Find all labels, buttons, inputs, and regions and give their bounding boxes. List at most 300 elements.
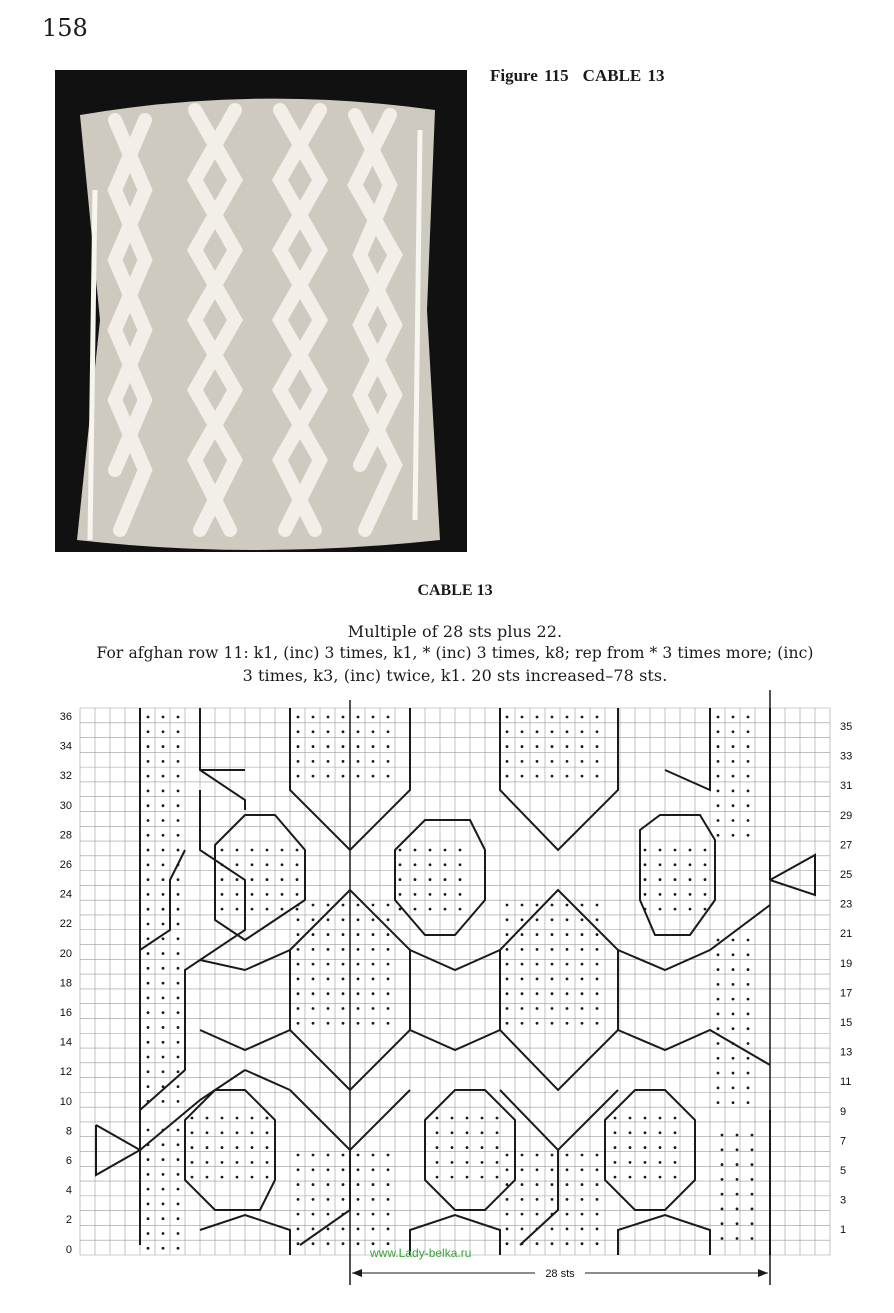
purl-dot [251, 1176, 254, 1179]
purl-dot [581, 918, 584, 921]
purl-dot [221, 893, 224, 896]
purl-dot [436, 1131, 439, 1134]
purl-dot [732, 775, 735, 778]
purl-dot [721, 1163, 724, 1166]
purl-dot [399, 893, 402, 896]
purl-dot [551, 1183, 554, 1186]
purl-dot [236, 1161, 239, 1164]
purl-dot [614, 1131, 617, 1134]
purl-dot [566, 1213, 569, 1216]
purl-dot [704, 863, 707, 866]
row-number-right: 7 [840, 1135, 847, 1148]
purl-dot [521, 904, 524, 907]
purl-dot [506, 933, 509, 936]
purl-dot [659, 1176, 662, 1179]
purl-dot [357, 1198, 360, 1201]
purl-dot [717, 983, 720, 986]
purl-dot [357, 1168, 360, 1171]
purl-dot [629, 1117, 632, 1120]
purl-dot [732, 983, 735, 986]
purl-dot [236, 863, 239, 866]
purl-dot [312, 918, 315, 921]
purl-dot [747, 716, 750, 719]
purl-dot [644, 1117, 647, 1120]
purl-dot [206, 1176, 209, 1179]
purl-dot [266, 1131, 269, 1134]
purl-dot [162, 1041, 165, 1044]
purl-dot [372, 978, 375, 981]
row-number-right: 29 [840, 809, 853, 822]
purl-dot [644, 863, 647, 866]
purl-dot [147, 1129, 150, 1132]
purl-dot [732, 745, 735, 748]
purl-dot [521, 1213, 524, 1216]
purl-dot [614, 1117, 617, 1120]
purl-dot [721, 1148, 724, 1151]
cable-stroke [770, 855, 815, 895]
purl-dot [387, 904, 390, 907]
purl-dot [721, 1134, 724, 1137]
purl-dot [536, 760, 539, 763]
purl-dot [147, 1203, 150, 1206]
purl-dot [357, 1007, 360, 1010]
purl-dot [387, 730, 390, 733]
purl-dot [717, 804, 720, 807]
purl-dot [551, 716, 554, 719]
purl-dot [747, 730, 750, 733]
purl-dot [147, 716, 150, 719]
purl-dot [521, 1183, 524, 1186]
purl-dot [177, 1100, 180, 1103]
row-number-right: 27 [840, 839, 853, 852]
purl-dot [521, 1154, 524, 1157]
purl-dot [147, 819, 150, 822]
purl-dot [444, 893, 447, 896]
purl-dot [266, 893, 269, 896]
purl-dot [459, 908, 462, 911]
purl-dot [551, 1198, 554, 1201]
purl-dot [342, 904, 345, 907]
purl-dot [451, 1117, 454, 1120]
purl-dot [717, 1057, 720, 1060]
purl-dot [177, 849, 180, 852]
purl-dot [596, 1228, 599, 1231]
purl-dot [372, 716, 375, 719]
purl-dot [177, 1203, 180, 1206]
row-number-right: 31 [840, 780, 853, 793]
purl-dot [266, 863, 269, 866]
purl-dot [674, 908, 677, 911]
purl-dot [551, 1228, 554, 1231]
purl-dot [747, 760, 750, 763]
purl-dot [147, 1188, 150, 1191]
purl-dot [721, 1208, 724, 1211]
cable-stroke [520, 1150, 558, 1245]
purl-dot [372, 1154, 375, 1157]
purl-dot [177, 1232, 180, 1235]
purl-dot [521, 918, 524, 921]
purl-dot [342, 1022, 345, 1025]
purl-dot [747, 998, 750, 1001]
row-number-left: 22 [59, 918, 72, 931]
purl-dot [506, 1168, 509, 1171]
purl-dot [736, 1208, 739, 1211]
purl-dot [689, 893, 692, 896]
purl-dot [357, 933, 360, 936]
purl-dot [251, 878, 254, 881]
purl-dot [177, 760, 180, 763]
purl-dot [566, 1183, 569, 1186]
purl-dot [147, 1217, 150, 1220]
purl-dot [206, 1131, 209, 1134]
purl-dot [147, 923, 150, 926]
purl-dot [162, 863, 165, 866]
purl-dot [147, 849, 150, 852]
row-number-right: 3 [840, 1194, 847, 1207]
purl-dot [581, 992, 584, 995]
purl-dot [747, 804, 750, 807]
purl-dot [342, 716, 345, 719]
purl-dot [297, 716, 300, 719]
row-number-left: 14 [59, 1036, 72, 1049]
instruction-line-1: Multiple of 28 sts plus 22. [347, 622, 563, 641]
row-number-left: 18 [59, 977, 72, 990]
purl-dot [372, 745, 375, 748]
watermark: www.Lady-belka.ru [370, 1246, 472, 1260]
purl-dot [221, 878, 224, 881]
purl-dot [551, 1154, 554, 1157]
purl-dot [327, 1213, 330, 1216]
purl-dot [581, 978, 584, 981]
purl-dot [596, 948, 599, 951]
purl-dot [162, 745, 165, 748]
purl-dot [717, 716, 720, 719]
purl-dot [297, 1154, 300, 1157]
purl-dot [566, 1154, 569, 1157]
purl-dot [521, 1198, 524, 1201]
purl-dot [327, 760, 330, 763]
purl-dot [387, 775, 390, 778]
purl-dot [147, 1070, 150, 1073]
purl-dot [162, 1026, 165, 1029]
purl-dot [551, 760, 554, 763]
purl-dot [206, 1146, 209, 1149]
purl-dot [162, 730, 165, 733]
purl-dot [297, 992, 300, 995]
purl-dot [296, 863, 299, 866]
purl-dot [221, 849, 224, 852]
purl-dot [506, 745, 509, 748]
purl-dot [297, 918, 300, 921]
purl-dot [659, 863, 662, 866]
cable-stroke [665, 708, 710, 790]
cable-stroke [200, 708, 245, 810]
purl-dot [689, 878, 692, 881]
purl-dot [566, 1228, 569, 1231]
purl-dot [312, 1213, 315, 1216]
purl-dot [732, 1072, 735, 1075]
purl-dot [327, 978, 330, 981]
purl-dot [566, 963, 569, 966]
purl-dot [581, 775, 584, 778]
purl-dot [629, 1161, 632, 1164]
purl-dot [357, 1242, 360, 1245]
purl-dot [717, 1042, 720, 1045]
purl-dot [342, 1007, 345, 1010]
purl-dot [162, 923, 165, 926]
purl-dot [162, 1188, 165, 1191]
purl-dot [387, 745, 390, 748]
purl-dot [536, 1183, 539, 1186]
purl-dot [162, 1011, 165, 1014]
purl-dot [236, 878, 239, 881]
purl-dot [162, 1203, 165, 1206]
purl-dot [521, 745, 524, 748]
purl-dot [506, 1154, 509, 1157]
purl-dot [342, 918, 345, 921]
purl-dot [372, 760, 375, 763]
purl-dot [466, 1117, 469, 1120]
purl-dot [177, 1217, 180, 1220]
purl-dot [551, 978, 554, 981]
purl-dot [357, 716, 360, 719]
purl-dot [732, 760, 735, 763]
section-title: CABLE 13 [417, 582, 493, 599]
purl-dot [162, 1247, 165, 1250]
purl-dot [481, 1117, 484, 1120]
purl-dot [536, 933, 539, 936]
purl-dot [536, 948, 539, 951]
purl-dot [327, 745, 330, 748]
purl-dot [357, 745, 360, 748]
purl-dot [717, 1027, 720, 1030]
purl-dot [596, 760, 599, 763]
purl-dot [357, 775, 360, 778]
purl-dot [451, 1146, 454, 1149]
purl-dot [717, 1072, 720, 1075]
purl-dot [357, 1228, 360, 1231]
row-number-right: 9 [840, 1105, 847, 1118]
purl-dot [297, 1007, 300, 1010]
purl-dot [297, 1168, 300, 1171]
row-number-left: 0 [65, 1243, 72, 1256]
purl-dot [297, 745, 300, 748]
purl-dot [566, 745, 569, 748]
figure-label: Figure 115 [490, 66, 569, 85]
purl-dot [414, 908, 417, 911]
purl-dot [147, 967, 150, 970]
purl-dot [312, 963, 315, 966]
purl-dot [327, 730, 330, 733]
purl-dot [387, 963, 390, 966]
purl-dot [162, 760, 165, 763]
purl-dot [551, 933, 554, 936]
purl-dot [147, 1232, 150, 1235]
purl-dot [342, 948, 345, 951]
purl-dot [536, 904, 539, 907]
purl-dot [451, 1131, 454, 1134]
row-number-right: 21 [840, 928, 853, 941]
purl-dot [659, 908, 662, 911]
purl-dot [581, 1213, 584, 1216]
purl-dot [506, 948, 509, 951]
purl-dot [327, 1242, 330, 1245]
purl-dot [327, 918, 330, 921]
purl-dot [721, 1193, 724, 1196]
purl-dot [736, 1193, 739, 1196]
purl-dot [147, 834, 150, 837]
purl-dot [147, 804, 150, 807]
purl-dot [596, 918, 599, 921]
purl-dot [387, 1242, 390, 1245]
purl-dot [704, 849, 707, 852]
purl-dot [581, 1022, 584, 1025]
purl-dot [162, 790, 165, 793]
purl-dot [736, 1178, 739, 1181]
purl-dot [372, 1168, 375, 1171]
purl-dot [342, 1154, 345, 1157]
purl-dot [644, 1131, 647, 1134]
purl-dot [414, 849, 417, 852]
purl-dot [747, 953, 750, 956]
row-number-right: 25 [840, 869, 853, 881]
purl-dot [629, 1131, 632, 1134]
purl-dot [357, 760, 360, 763]
purl-dot [506, 1198, 509, 1201]
purl-dot [566, 978, 569, 981]
purl-dot [251, 1146, 254, 1149]
purl-dot [747, 968, 750, 971]
purl-dot [732, 1013, 735, 1016]
figure-caption [490, 66, 665, 86]
purl-dot [732, 939, 735, 942]
purl-dot [629, 1176, 632, 1179]
purl-dot [147, 893, 150, 896]
cable-chart [0, 690, 894, 1290]
purl-dot [312, 1154, 315, 1157]
purl-dot [644, 1161, 647, 1164]
purl-dot [551, 963, 554, 966]
purl-dot [251, 1131, 254, 1134]
purl-dot [717, 953, 720, 956]
purl-dot [281, 878, 284, 881]
purl-dot [506, 1228, 509, 1231]
purl-dot [147, 982, 150, 985]
purl-dot [566, 716, 569, 719]
purl-dot [429, 849, 432, 852]
purl-dot [506, 1022, 509, 1025]
purl-dot [506, 992, 509, 995]
purl-dot [506, 1183, 509, 1186]
purl-dot [596, 978, 599, 981]
purl-dot [689, 849, 692, 852]
purl-dot [506, 1213, 509, 1216]
purl-dot [451, 1176, 454, 1179]
purl-dot [297, 760, 300, 763]
purl-dot [357, 1154, 360, 1157]
purl-dot [747, 775, 750, 778]
purl-dot [614, 1146, 617, 1149]
purl-dot [162, 937, 165, 940]
purl-dot [689, 908, 692, 911]
purl-dot [357, 963, 360, 966]
purl-dot [312, 730, 315, 733]
purl-dot [751, 1222, 754, 1225]
purl-dot [312, 745, 315, 748]
purl-dot [387, 918, 390, 921]
purl-dot [251, 908, 254, 911]
purl-dot [721, 1237, 724, 1240]
purl-dot [342, 963, 345, 966]
row-number-left: 10 [59, 1095, 72, 1108]
purl-dot [387, 760, 390, 763]
purl-dot [596, 1007, 599, 1010]
purl-dot [342, 992, 345, 995]
purl-dot [506, 1007, 509, 1010]
purl-dot [747, 1027, 750, 1030]
instruction-line-3: 3 times, k3, (inc) twice, k1. 20 sts increased–78 sts. [242, 666, 668, 685]
purl-dot [221, 1146, 224, 1149]
cable-lines [96, 708, 815, 1255]
purl-dot [747, 983, 750, 986]
purl-dot [717, 790, 720, 793]
purl-dot [481, 1176, 484, 1179]
purl-dot [147, 1247, 150, 1250]
purl-dot [581, 1154, 584, 1157]
purl-dot [342, 760, 345, 763]
purl-dot [162, 1143, 165, 1146]
purl-dot [297, 1183, 300, 1186]
purl-dot [751, 1237, 754, 1240]
cable-stroke [245, 1070, 290, 1090]
row-number-right: 19 [840, 957, 853, 970]
purl-dot [717, 775, 720, 778]
purl-dot [521, 963, 524, 966]
purl-dot [551, 918, 554, 921]
purl-dot [372, 1198, 375, 1201]
row-number-left: 4 [65, 1184, 72, 1197]
purl-dot [536, 963, 539, 966]
purl-dot [312, 1007, 315, 1010]
purl-dot [581, 933, 584, 936]
purl-dot [704, 878, 707, 881]
row-number-left: 2 [65, 1214, 72, 1227]
purl-dot [342, 978, 345, 981]
purl-dot [162, 834, 165, 837]
purl-dot [312, 1022, 315, 1025]
purl-dot [521, 933, 524, 936]
purl-dot [327, 963, 330, 966]
purl-dot [162, 1217, 165, 1220]
purl-dot [177, 790, 180, 793]
purl-dot [736, 1237, 739, 1240]
row-number-right: 11 [840, 1076, 852, 1089]
purl-dot [177, 937, 180, 940]
purl-dot [506, 760, 509, 763]
purl-dot [496, 1117, 499, 1120]
purl-dot [644, 849, 647, 852]
purl-dot [459, 849, 462, 852]
purl-dot [747, 1057, 750, 1060]
purl-dot [147, 1158, 150, 1161]
row-number-right: 15 [840, 1017, 853, 1029]
purl-dot [147, 1085, 150, 1088]
purl-dot [177, 1173, 180, 1176]
purl-dot [162, 849, 165, 852]
right-row-numbers [840, 721, 852, 1236]
purl-dot [566, 1022, 569, 1025]
purl-dot [747, 1013, 750, 1016]
